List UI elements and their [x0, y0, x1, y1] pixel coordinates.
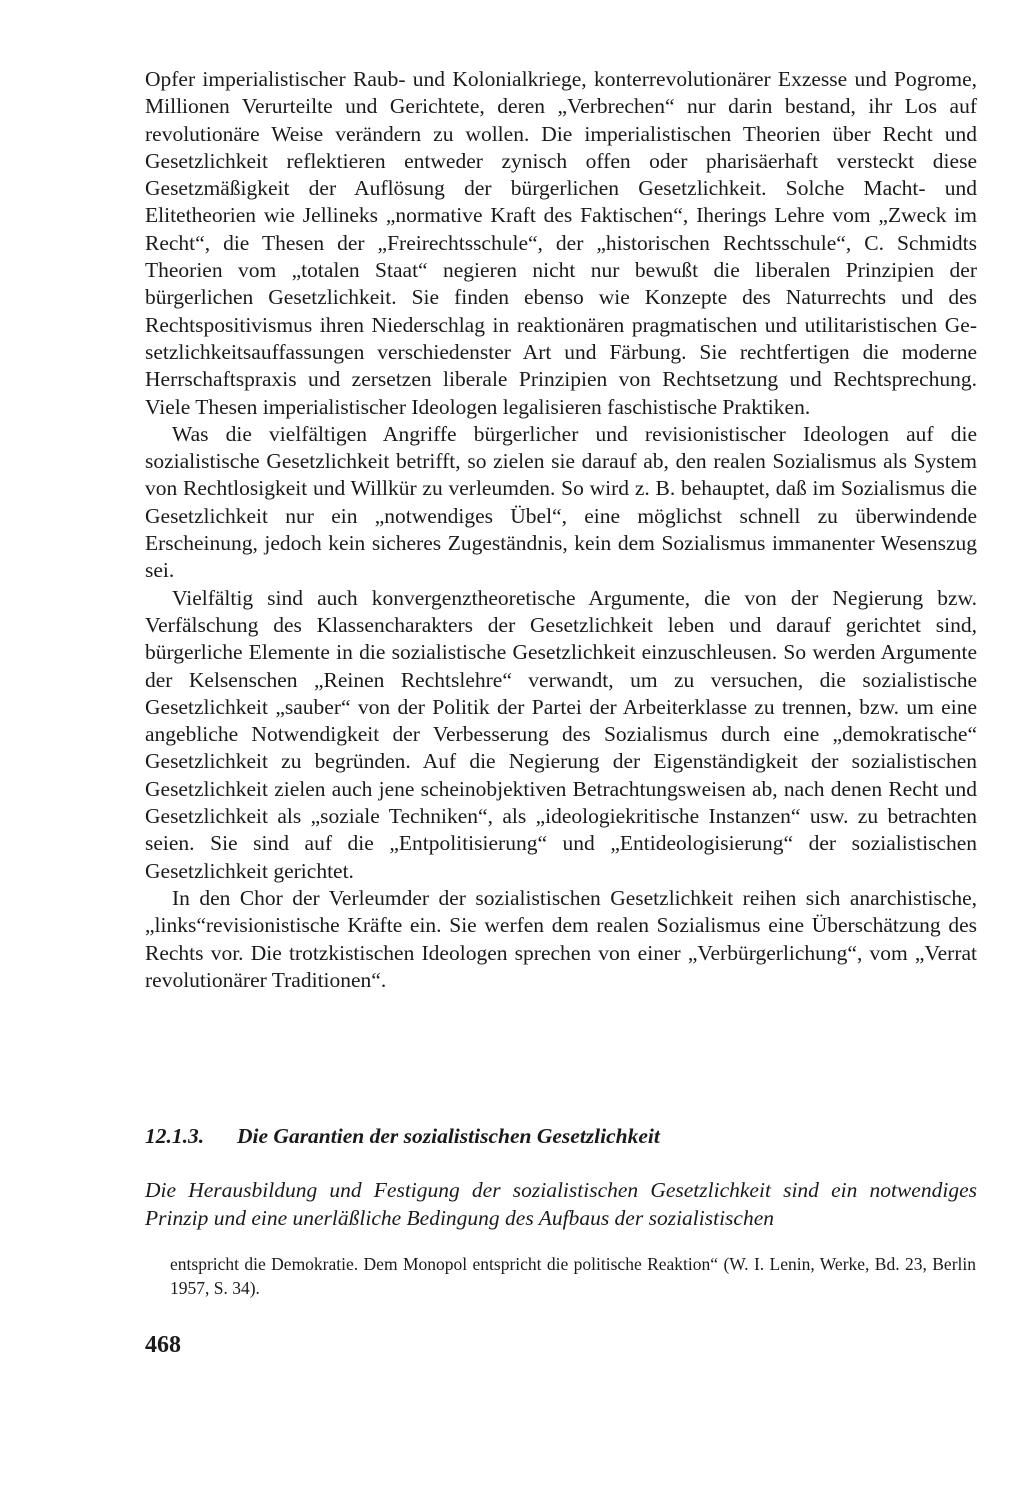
page-number: 468: [145, 1332, 181, 1358]
paragraph-1: Opfer imperialistischer Raub- und Kolonialkriege, konterrevolutionärer Exzesse und Pogrome, Millionen Verurteilte und Gerichtete, deren „Verbrechen“ nur darin bestand, ihr Los auf revolutionäre Weise verändern zu wollen. Die imperialistischen Theorien über Recht und Gesetzlichkeit reflektieren entweder zynisch offen oder pharisäerhaft versteckt diese Gesetzmäßigkeit der Auflösung der bürgerlichen Gesetzlichkeit. Solche Macht- und Elitetheorien wie Jellineks „normative Kraft des Faktischen“, Iherings Lehre vom „Zweck im Recht“, die Thesen der „Freirechtsschule“, der „historischen Rechtsschule“, C. Schmidts Theorien vom „totalen Staat“ negieren nicht nur bewußt die liberalen Prinzipien der bürgerlichen Gesetzlichkeit. Sie finden ebenso wie Konzepte des Naturrechts und des Rechtspositivismus ihren Niederschlag in reaktionären pragmatischen und utilitaristischen Gesetzlichkeitsauffassungen verschiedenster Art und Färbung. Sie rechtfertigen die moderne Herrschaftspraxis und zersetzen liberale Prinzipien von Rechtsetzung und Rechtsprechung. Viele Thesen imperialistischer Ideologen legalisieren faschistische Praktiken.: [145, 67, 977, 419]
section-number: 12.1.3.: [145, 1124, 205, 1148]
section-heading: [145, 1122, 977, 1150]
footnote: entspricht die Demokratie. Dem Monopol entspricht die politische Reaktion“ (W. I. Lenin, Werke, Bd. 23, Berlin 1957, S. 34).: [170, 1254, 976, 1298]
body-text: [145, 66, 977, 994]
paragraph-4: In den Chor der Verleumder der sozialistischen Gesetzlichkeit reihen sich anarchistische, „links“revisionistische Kräfte ein. Sie werfen dem realen Sozialismus eine Überschätzung des Rechts vor. Die trotzkistischen Ideologen sprechen von einer „Verbürgerlichung“, vom „Verrat revolutionärer Traditionen“.: [145, 885, 977, 992]
section-title: Die Garantien der sozialistischen Gesetzlichkeit: [237, 1124, 660, 1148]
section-lead-paragraph: Die Herausbildung und Festigung der sozialistischen Gesetzlichkeit sind ein notwendiges Prinzip und eine unerläßliche Bedingung des Aufbaus der sozialistischen: [145, 1178, 977, 1230]
paragraph-3: Vielfältig sind auch konvergenztheoretische Argumente, die von der Negierung bzw. Verfälschung des Klassencharakters der Gesetzlichkeit leben und darauf gerichtet sind, bürgerliche Elemente in die sozialistische Gesetzlichkeit einzuschleusen. So werden Argumente der Kelsenschen „Reinen Rechtslehre“ verwandt, um zu versuchen, die sozialistische Gesetzlichkeit „sauber“ von der Politik der Partei der Arbeiterklasse zu trennen, bzw. um eine angebliche Notwendigkeit der Verbesserung des Sozialismus durch eine „demokratische“ Gesetzlichkeit zu begründen. Auf die Negierung der Eigenständigkeit der sozialistischen Gesetzlichkeit zielen auch jene scheinobjektiven Betrachtungsweisen ab, nach denen Recht und Gesetzlichkeit als „soziale Techniken“, als „ideologiekritische Instanzen“ usw. zu betrachten seien. Sie sind auf die „Entpolitisierung“ und „Entideologisierung“ der sozialistischen Gesetzlichkeit gerichtet.: [145, 585, 977, 883]
paragraph-2: Was die vielfältigen Angriffe bürgerlicher und revisionistischer Ideologen auf die sozialistische Gesetzlichkeit betrifft, so zielen sie darauf ab, den realen Sozialismus als System von Rechtlosigkeit und Willkür zu verleumden. So wird z. B. behauptet, daß im Sozialismus die Gesetzlichkeit nur ein „notwendiges Übel“, eine möglichst schnell zu überwindende Erscheinung, jedoch kein sicheres Zugeständnis, kein dem Sozialismus immanenter Wesenszug sei.: [145, 421, 977, 583]
